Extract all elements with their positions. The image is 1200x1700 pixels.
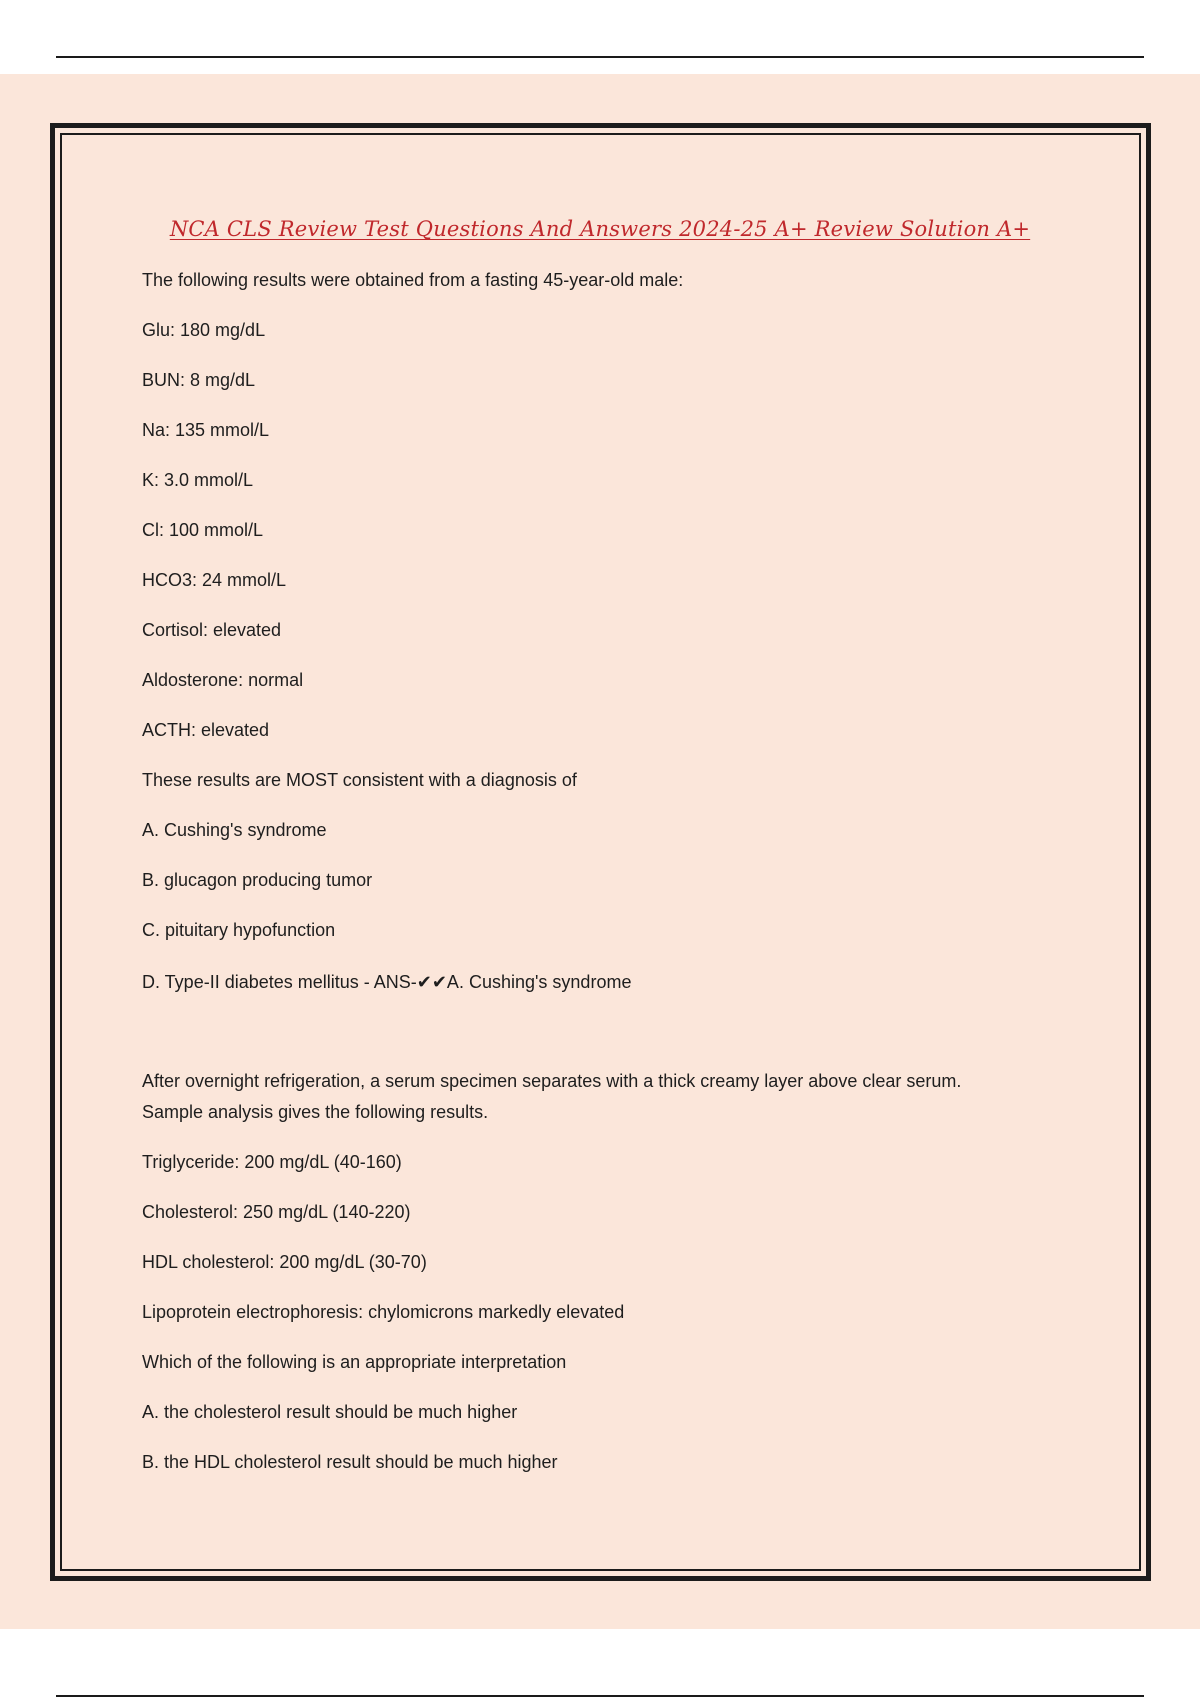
q1-result-aldosterone: Aldosterone: normal [142,670,304,690]
q2-option-b: B. the HDL cholesterol result should be much higher [142,1452,558,1472]
q2-option-a: A. the cholesterol result should be much higher [142,1402,518,1422]
q1-result-hco3: HCO3: 24 mmol/L [142,570,287,590]
q1-result-k: K: 3.0 mmol/L [142,470,254,490]
q2-intro-line1: After overnight refrigeration, a serum specimen separates with a thick creamy layer above clear serum. [142,1071,962,1091]
q1-option-c: C. pituitary hypofunction [142,920,336,940]
q2-prompt: Which of the following is an appropriate interpretation [142,1352,567,1372]
q2-result-cholesterol: Cholesterol: 250 mg/dL (140-220) [142,1202,411,1222]
q1-result-na: Na: 135 mmol/L [142,420,270,440]
q1-option-b: B. glucagon producing tumor [142,870,373,890]
q2-intro-line2: Sample analysis gives the following results. [142,1102,489,1122]
q1-result-cl: Cl: 100 mmol/L [142,520,264,540]
q1-option-d-answer: D. Type-II diabetes mellitus - ANS-✔✔A. Cushing's syndrome [142,972,632,992]
top-rule [56,56,1144,58]
q1-prompt: These results are MOST consistent with a diagnosis of [142,770,577,790]
q2-result-hdl: HDL cholesterol: 200 mg/dL (30-70) [142,1252,427,1272]
q1-option-a: A. Cushing's syndrome [142,820,327,840]
bottom-rule [56,1695,1144,1697]
q1-intro: The following results were obtained from a fasting 45-year-old male: [142,270,684,290]
q1-result-cortisol: Cortisol: elevated [142,620,282,640]
q2-result-electrophoresis: Lipoprotein electrophoresis: chylomicrons markedly elevated [142,1302,625,1322]
q1-result-glu: Glu: 180 mg/dL [142,320,266,340]
q2-result-triglyceride: Triglyceride: 200 mg/dL (40-160) [142,1152,402,1172]
q1-result-acth: ACTH: elevated [142,720,270,740]
q1-result-bun: BUN: 8 mg/dL [142,370,256,390]
document-title: NCA CLS Review Test Questions And Answers 2024-25 A+ Review Solution A+ [169,217,1031,241]
